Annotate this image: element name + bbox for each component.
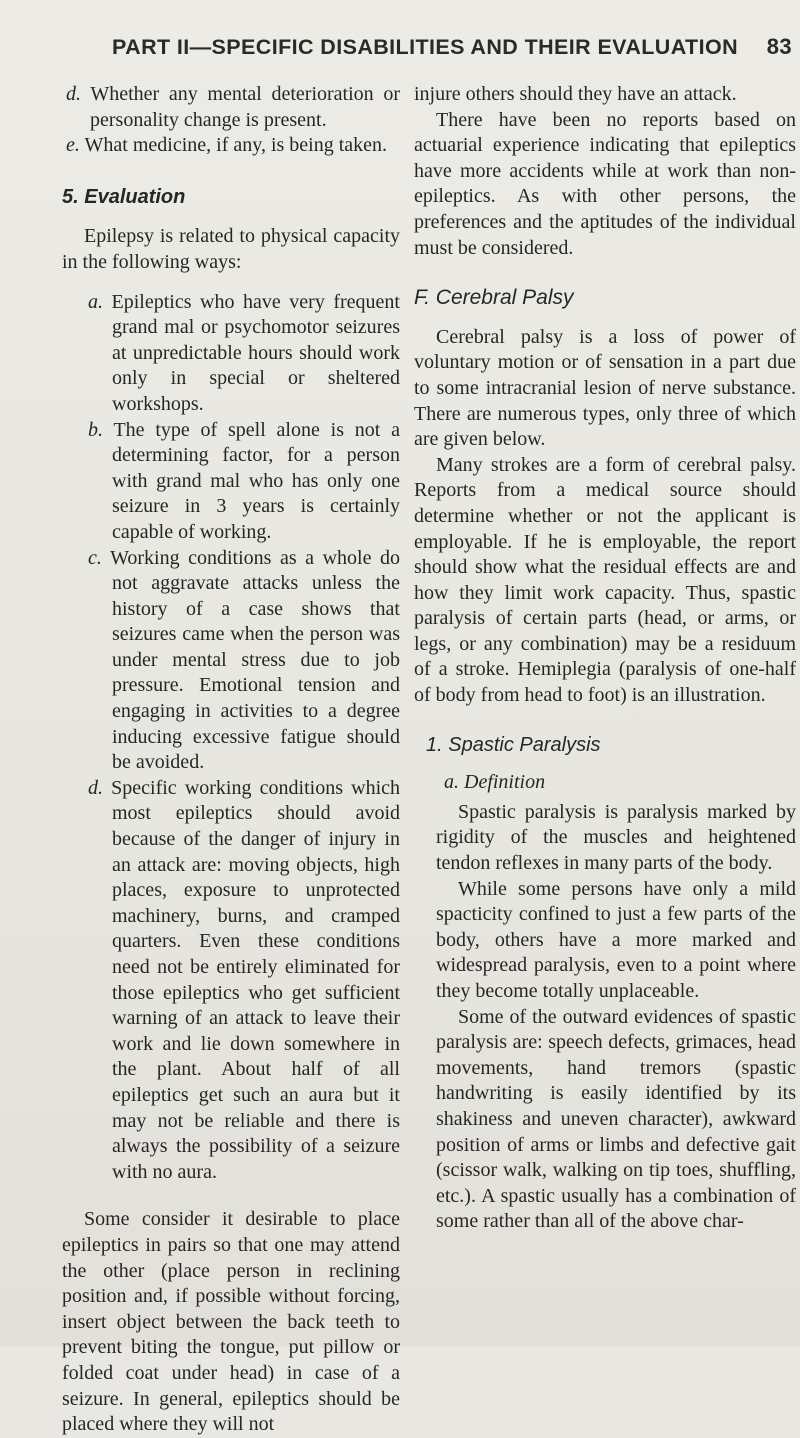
item-text: The type of spell alone is not a determining factor, for a person with grand mal who has only one seizure in 3 years is certainly capable of working. <box>112 418 401 543</box>
list-item-c <box>84 546 400 776</box>
item-label: d. <box>88 776 103 799</box>
subheading-definition: a. Definition <box>444 771 546 794</box>
item-label: c. <box>88 546 102 569</box>
page-number: 83 <box>766 34 792 59</box>
paragraph-spastic-definition: Spastic paralysis is paralysis marked by rigidity of the muscles and heightened tendon reflexes in many parts of the body. <box>436 800 796 875</box>
list-item-d-conditions <box>84 776 400 1186</box>
running-header <box>112 34 792 60</box>
item-label: e. <box>66 134 80 157</box>
item-text: Epileptics who have very frequent grand mal or psychomotor seizures at unpredictable hours should work only in special or sheltered workshops. <box>111 290 400 415</box>
item-label: d. <box>66 83 81 105</box>
evaluation-list <box>84 290 400 1186</box>
paragraph-while-some: While some persons have only a mild spacticity confined to just a few parts of the body, others have a more marked and widespread paralysis, even to a point where they become totally unplaceable. <box>436 877 796 1002</box>
section-heading-cerebral-palsy: F. Cerebral Palsy <box>414 286 574 310</box>
paragraph-strokes: Many strokes are a form of cerebral palsy. Reports from a medical source should determine whether or not the applicant is employable. If he is employable, the report should show what the residual effects are and how they limit work capacity. Thus, spastic paralysis of certain parts (head, or arms, or legs, or any combination) may be a residuum of a stroke. Hemiplegia (paralysis of one-half of body from head to foot) is an illustration. <box>414 453 796 707</box>
item-text: Working conditions as a whole do not aggravate attacks unless the history of a case shows that seizures came when the person was under mental stress due to job pressure. Emotional tension and engaging in activities to a degree inducing excessive fatigue should be avoided. <box>110 546 400 774</box>
item-text: Whether any mental deterioration or personality change is present. <box>90 83 400 131</box>
list-item-b <box>84 418 400 546</box>
paragraph-pairs: Some consider it desirable to place epileptics in pairs so that one may attend the other (place person in reclining position and, if possible without forcing, insert object between the back teeth to prevent biting the tongue, put pillow or folded coat under head) in case of a seizure. In general, epileptics should be placed where they will not <box>62 1208 400 1436</box>
paragraph-outward-evidences: Some of the outward evidences of spastic paralysis are: speech defects, grimaces, head movements, hand tremors (spastic handwriting is easily identified by its shakiness and uneven character), awkward position of arms or limbs and defective gait (scissor walk, walking on tip toes, shuffling, etc.). A spastic usually has a combination of some rather than all of the above char- <box>436 1005 796 1233</box>
right-column <box>414 82 796 1235</box>
paragraph-reports: There have been no reports based on actuarial experience indicating that epileptics have more accidents while at work than non-epileptics. As with other persons, the preferences and the aptitudes of the individual must be considered. <box>414 108 796 259</box>
item-label: a. <box>88 290 103 313</box>
item-label: b. <box>88 418 103 441</box>
item-text: Specific working conditions which most epileptics should avoid because of the danger of injury in an attack are: moving objects, high places, exposure to unprotected machinery, burns, and cramped quarters. Even these conditions need not be entirely eliminated for those epileptics who get sufficient warning of an attack to leave their work and lie down somewhere in the plant. About half of all epileptics get such an aura but it may not be reliable and there is always the possibility of a seizure with no aura. <box>111 776 400 1183</box>
list-item-d <box>62 82 400 133</box>
paragraph-intro: Epilepsy is related to physical capacity in the following ways: <box>62 225 400 273</box>
spastic-section <box>436 770 796 1235</box>
paragraph-cerebral-palsy-definition: Cerebral palsy is a loss of power of voluntary motion or of sensation in a part due to some intracranial lesion of nerve substance. There are numerous types, only three of which are given below. <box>414 325 796 451</box>
list-item-a <box>84 290 400 418</box>
subheading-spastic-paralysis: 1. Spastic Paralysis <box>426 733 601 756</box>
left-column <box>62 82 400 1438</box>
list-item-e <box>62 133 400 159</box>
header-title: PART II—SPECIFIC DISABILITIES AND THEIR EVALUATION <box>112 35 738 59</box>
paragraph-continuation: injure others should they have an attack. <box>414 83 737 105</box>
item-text: What medicine, if any, is being taken. <box>84 134 388 157</box>
section-heading-evaluation: 5. Evaluation <box>62 185 186 208</box>
